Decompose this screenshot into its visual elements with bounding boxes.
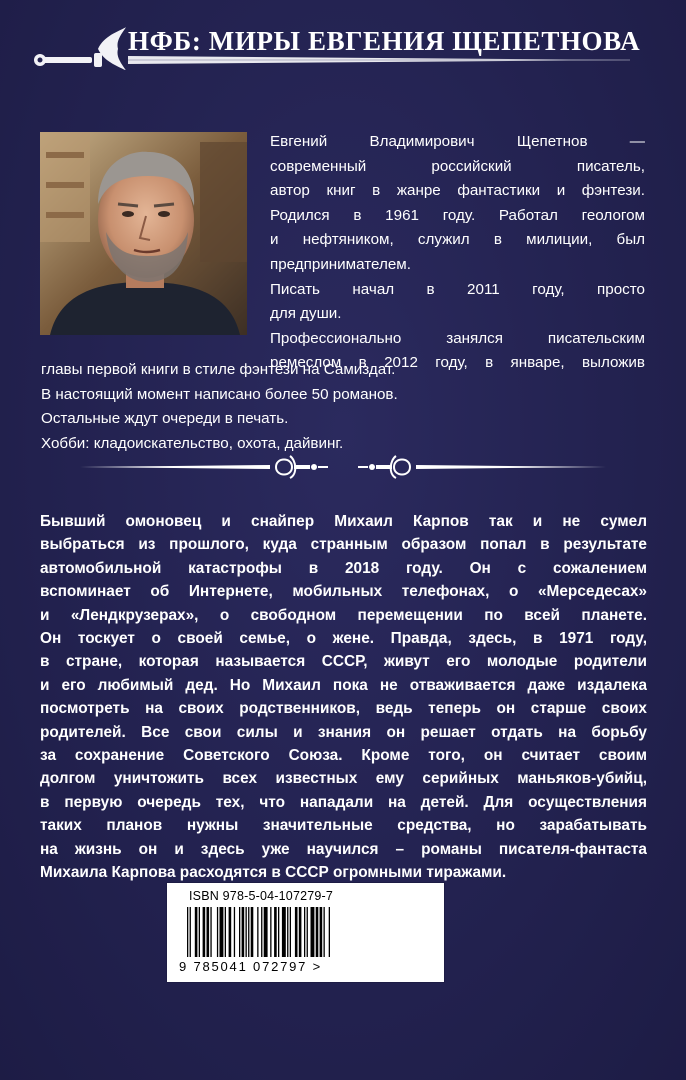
barcode-bar: [207, 907, 210, 957]
barcode-bar: [248, 907, 249, 957]
barcode-bar: [195, 907, 198, 957]
annotation-line: на жизнь он и здесь уже научился – романы писателя-фантаста: [40, 840, 647, 858]
bio-line: В настоящий момент написано более 50 романов.: [41, 385, 398, 403]
annotation-line: и «Лендкрузерах», о свободном перемещении по всей планете.: [40, 606, 647, 624]
annotation-line: родителей. Все свои силы и знания он решает отдать на борьбу: [40, 723, 647, 741]
barcode-bar: [251, 907, 254, 957]
barcode-bar: [290, 907, 291, 957]
barcode-bar: [270, 907, 271, 957]
divider-ornament-icon: [80, 452, 606, 482]
annotation-line: Бывший омоновец и снайпер Михаил Карпов так и не сумел: [40, 513, 647, 530]
barcode-bar: [229, 907, 232, 957]
book-annotation: [40, 510, 647, 885]
annotation-line: посмотреть на своих родственников, ведь теперь он старше своих: [40, 700, 647, 718]
barcode-bar: [299, 907, 302, 957]
bio-line: Профессионально занялся писательским: [270, 329, 645, 347]
annotation-line: Михаила Карпова расходятся в СССР огромными тиражами.: [40, 864, 507, 882]
barcode-bar: [324, 907, 325, 957]
barcode-icon: [187, 907, 363, 961]
author-bio-continued: [41, 358, 461, 456]
barcode-bar: [257, 907, 258, 957]
bio-line: Родился в 1961 году. Работал геологом: [270, 206, 645, 224]
barcode-bar: [264, 907, 268, 957]
eksmo-logo-icon: [370, 890, 434, 970]
bio-line: Писать начал в 2011 году, просто: [270, 280, 645, 298]
barcode-bar: [220, 907, 224, 957]
barcode-bar: [190, 907, 191, 957]
bio-line: предпринимателем.: [270, 255, 411, 273]
barcode-bar: [225, 907, 226, 957]
barcode-bar: [320, 907, 323, 957]
bio-line: Остальные ждут очереди в печать.: [41, 410, 289, 428]
barcode-bar: [311, 907, 315, 957]
barcode-bar: [203, 907, 206, 957]
annotation-line: за сохранение Советского Союза. Кроме того, он считает своим: [40, 747, 647, 765]
barcode-bar: [304, 907, 305, 957]
barcode-bar: [287, 907, 288, 957]
author-bio: [270, 130, 645, 376]
barcode-bar: [217, 907, 218, 957]
barcode-digits: 9 785041 072797 >: [179, 959, 323, 974]
barcode-bar: [239, 907, 240, 957]
barcode-bar: [278, 907, 279, 957]
barcode-bar: [274, 907, 277, 957]
annotation-line: выбраться из прошлого, куда странным образом попал в результате: [40, 536, 647, 554]
bio-line: главы первой книги в стиле фэнтези на Самиздат.: [41, 361, 396, 378]
barcode-bar: [307, 907, 308, 957]
barcode-bar: [329, 907, 330, 957]
author-photo: [40, 132, 247, 335]
annotation-line: в стране, которая называется СССР, живут его молодые родители: [40, 653, 647, 671]
barcode-bar: [295, 907, 298, 957]
barcode-bar: [242, 907, 245, 957]
bio-line: для души.: [270, 305, 342, 323]
isbn-label: ISBN 978-5-04-107279-7: [189, 889, 334, 903]
barcode-bar: [316, 907, 319, 957]
ornamental-divider: [80, 452, 606, 482]
annotation-line: Он тоскует о своей семье, о жене. Правда, здесь, в 1971 году,: [40, 630, 647, 648]
bio-line: современный российский писатель,: [270, 157, 645, 175]
barcode-bar: [261, 907, 262, 957]
annotation-line: вспоминает об Интернете, мобильных телефонах, о «Мерседесах»: [40, 583, 647, 601]
series-title: НФБ: МИРЫ ЕВГЕНИЯ ЩЕПЕТНОВА: [128, 26, 641, 56]
barcode-bar: [187, 907, 188, 957]
annotation-line: долгом уничтожить всех известных ему серийных маньяков-убийц,: [40, 770, 647, 788]
annotation-line: таких планов нужны значительные средства, но зарабатывать: [40, 817, 647, 835]
barcode-bar: [199, 907, 200, 957]
bio-line: автор книг в жанре фантастики и фэнтези.: [270, 182, 645, 200]
barcode-bar: [246, 907, 247, 957]
barcode-bar: [282, 907, 286, 957]
bio-line: Хобби: кладоискательство, охота, дайвинг.: [41, 434, 344, 452]
annotation-line: в первую очередь тех, что нападали на детей. Для осуществления: [40, 793, 647, 811]
barcode-bar: [234, 907, 235, 957]
bio-line: ремеслом в 2012 году, в январе, выложив: [270, 354, 645, 372]
bio-line: Евгений Владимирович Щепетнов —: [270, 133, 645, 150]
annotation-line: и его любимый дед. Но Михаил пока не отваживается даже издалека: [40, 676, 647, 694]
series-header: [0, 20, 686, 70]
barcode-bar: [210, 907, 211, 957]
bio-line: и нефтяником, служил в милиции, был: [270, 231, 645, 249]
annotation-line: автомобильной катастрофы в 2018 году. Он с сожалением: [40, 559, 647, 577]
